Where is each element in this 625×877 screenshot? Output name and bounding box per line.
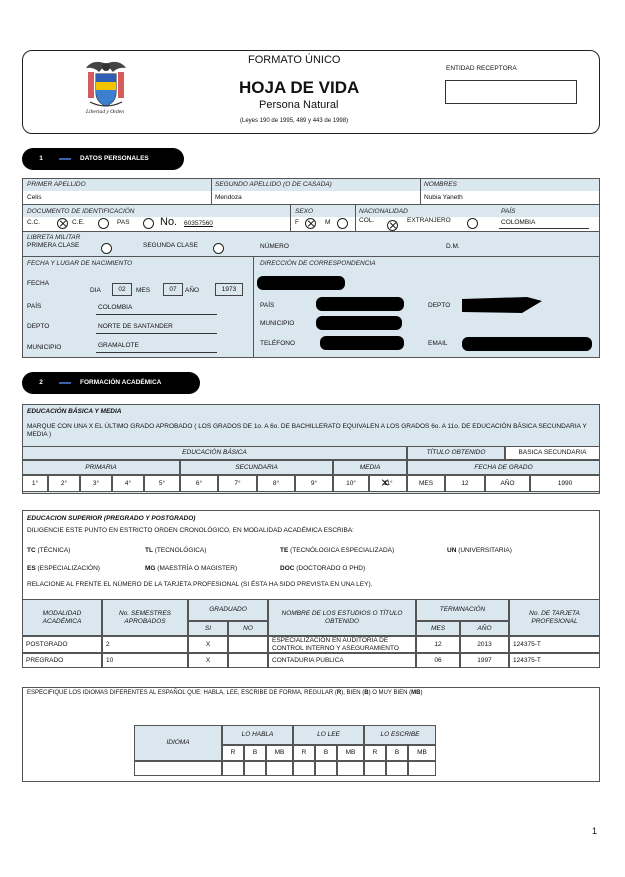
subtitle: Persona Natural (259, 99, 339, 111)
names-label: NOMBRES (424, 181, 457, 188)
military-label: LIBRETA MILITAR (27, 234, 81, 241)
level-cell[interactable] (244, 761, 266, 776)
addr-dept-redacted (462, 297, 542, 313)
military-first-radio[interactable] (101, 243, 112, 254)
row-month[interactable]: 06 (416, 653, 460, 668)
row-semesters[interactable]: 10 (102, 653, 188, 668)
birth-city-label: MUNICIPIO (27, 344, 62, 351)
level-header: R (364, 745, 386, 761)
format-title: FORMATO ÚNICO (248, 54, 341, 66)
nationality-ext-radio[interactable] (467, 218, 478, 229)
graduated-header: GRADUADO (188, 599, 268, 621)
addr-city-redacted (316, 316, 402, 330)
main-title: HOJA DE VIDA (239, 78, 360, 97)
entity-input[interactable] (445, 80, 577, 104)
sex-f-label: F (295, 219, 299, 226)
coat-of-arms-logo (80, 58, 132, 118)
month-label: MES (136, 287, 151, 294)
grade-date-label: FECHA DE GRADO (407, 460, 600, 475)
military-first-label: PRIMERA CLASE (27, 242, 80, 249)
first-surname-label: PRIMER APELLIDO (27, 181, 86, 188)
sex-m-label: M (325, 219, 331, 226)
section-2-connector (59, 382, 71, 384)
title-obtained-value[interactable]: BASICA SECUNDARIA (505, 446, 600, 460)
id-pas-label: PAS (117, 219, 130, 226)
primaria-label: PRIMARIA (22, 460, 180, 475)
row-modality[interactable]: PREGRADO (22, 653, 102, 668)
level-cell[interactable] (386, 761, 408, 776)
level-header: B (244, 745, 266, 761)
grade-cell[interactable]: 1° (22, 475, 48, 492)
day-label: DIA (90, 287, 101, 294)
modality-un: UN (UNIVERSITARIA) (447, 547, 512, 554)
level-header: B (315, 745, 337, 761)
country-label: PAÍS (501, 208, 516, 215)
termination-header: TERMINACIÓN (416, 599, 509, 621)
basic-header: EDUCACIÓN BÁSICA (22, 446, 407, 460)
higher-instructions: DILIGENCIE ESTE PUNTO EN ESTRICTO ORDEN CRONOLÓGICO, EN MODALIDAD ACADÉMICA ESCRIBA: (27, 527, 354, 534)
id-ce-radio[interactable] (98, 218, 109, 229)
military-dm-label: D.M. (446, 243, 460, 250)
second-surname-value[interactable]: Mendoza (215, 194, 242, 201)
military-second-label: SEGUNDA CLASE (143, 242, 198, 249)
level-cell[interactable] (315, 761, 337, 776)
study-name-header: NOMBRE DE LOS ESTUDIOS O TÍTULO OBTENIDO (268, 599, 416, 636)
level-header: R (293, 745, 315, 761)
laws-citation: (Leyes 190 de 1995, 489 y 443 de 1998) (240, 118, 349, 124)
termination-year-header: AÑO (460, 621, 509, 636)
card-header: No. DE TARJETA PROFESIONAL (509, 599, 600, 636)
grade-cell[interactable]: 2° (48, 475, 80, 492)
row-graduated-si[interactable]: X (188, 653, 228, 668)
personal-data-panel (22, 178, 600, 358)
email-redacted (462, 337, 592, 351)
names-value[interactable]: Nubia Yaneth (424, 194, 463, 201)
year-label: AÑO (185, 287, 200, 294)
semesters-header: No. SEMESTRES APROBADOS (102, 599, 188, 636)
birth-city-value[interactable]: GRAMALOTE (98, 342, 139, 349)
section-2-number: 2 (39, 379, 43, 386)
logo-motto: Libertad y Orden (86, 109, 124, 115)
grade-cell[interactable]: 10° (333, 475, 369, 492)
id-document-label: DOCUMENTO DE IDENTIFICACIÓN (27, 208, 135, 215)
birth-dept-label: DEPTO (27, 323, 50, 330)
graduated-no-header: NO (228, 621, 268, 636)
row-graduated-no[interactable] (228, 636, 268, 653)
sex-label: SEXO (295, 208, 314, 215)
row-graduated-no[interactable] (228, 653, 268, 668)
phone-label: TELÉFONO (260, 340, 296, 347)
birth-country-value[interactable]: COLOMBIA (98, 304, 133, 311)
level-cell[interactable] (222, 761, 244, 776)
level-header: R (222, 745, 244, 761)
modality-tl: TL (TECNOLÓGICA) (145, 547, 207, 554)
addr-country-label: PAÍS (260, 302, 275, 309)
termination-month-header: MES (416, 621, 460, 636)
month-value[interactable]: 07 (163, 283, 183, 296)
entity-label: ENTIDAD RECEPTORA (446, 65, 517, 72)
nationality-ext-label: EXTRANJERO (407, 217, 451, 224)
id-cc-label: C.C. (27, 219, 40, 226)
row-year[interactable]: 2013 (460, 636, 509, 653)
modality-header: MODALIDAD ACADÉMICA (22, 599, 102, 636)
grade-month-value[interactable]: 12 (445, 475, 485, 492)
section-1-title: DATOS PERSONALES (80, 155, 149, 162)
level-header: B (386, 745, 408, 761)
lee-header: LO LEE (293, 725, 364, 745)
row-graduated-si[interactable]: X (188, 636, 228, 653)
sex-f-radio[interactable] (305, 218, 316, 229)
birth-label: FECHA Y LUGAR DE NACIMIENTO (27, 260, 133, 267)
second-surname-label: SEGUNDO APELLIDO (O DE CASADA) (215, 181, 332, 188)
basic-instructions: MARQUE CON UNA X EL ÚLTIMO GRADO APROBADO ( LOS GRADOS DE 1o. A 6o. DE BACHILLERATO EQUIVALEN A LOS GRADOS 6o. A 11o. DE EDUCACIÓN BÁSICA SECUNDARIA Y MEDIA ) (27, 423, 587, 438)
title-obtained-label: TÍTULO OBTENIDO (407, 446, 505, 460)
habla-header: LO HABLA (222, 725, 293, 745)
grade-cell[interactable]: 7° (218, 475, 257, 492)
country-value[interactable]: COLOMBIA (501, 219, 536, 226)
modality-te: TE (TECNÓLOGICA ESPECIALIZADA) (280, 547, 395, 554)
military-number-label: NÚMERO (260, 243, 289, 250)
grade-cell[interactable]: 5° (144, 475, 180, 492)
grade-cell[interactable]: 9° (295, 475, 333, 492)
level-cell[interactable] (293, 761, 315, 776)
birth-country-label: PAÍS (27, 303, 42, 310)
id-pas-radio[interactable] (143, 218, 154, 229)
graduated-si-header: SI (188, 621, 228, 636)
address-redacted (257, 276, 345, 290)
grade-cell[interactable]: 6° (180, 475, 218, 492)
row-month[interactable]: 12 (416, 636, 460, 653)
id-number-value[interactable]: 60357560 (184, 220, 213, 227)
media-label: MEDIA (333, 460, 407, 475)
names-row-bg (23, 191, 599, 204)
id-ce-label: C.E. (72, 219, 85, 226)
nationality-col-radio[interactable] (387, 220, 398, 231)
page-number: 1 (592, 826, 598, 836)
addr-city-label: MUNICIPIO (260, 320, 295, 327)
level-header: MB (408, 745, 436, 761)
row-study-name[interactable]: CONTADURIA PUBLICA (268, 653, 416, 668)
grade-cell[interactable]: 3° (80, 475, 112, 492)
higher-education-title: EDUCACION SUPERIOR (PREGRADO Y POSTGRADO) (27, 515, 196, 522)
nationality-label: NACIONALIDAD (359, 208, 408, 215)
row-card[interactable]: 124375-T (509, 636, 600, 653)
phone-redacted (320, 336, 404, 350)
modality-doc: DOC (DOCTORADO O PHD) (280, 565, 366, 572)
grade-cell[interactable]: 4° (112, 475, 144, 492)
row-modality[interactable]: POSTGRADO (22, 636, 102, 653)
grade-month-label: MES (407, 475, 445, 492)
languages-instructions: ESPECIFIQUE LOS IDIOMAS DIFERENTES AL ESPAÑOL QUE: HABLA, LEE, ESCRIBE DE FORMA, REGULAR (R), BIEN (B) O MUY BIEN (MB) (27, 690, 423, 696)
address-label: DIRECCIÓN DE CORRESPONDENCIA (260, 260, 376, 267)
id-no-label: No. (160, 216, 178, 228)
level-cell[interactable] (364, 761, 386, 776)
section-2-tab (22, 372, 200, 394)
sex-m-radio[interactable] (337, 218, 348, 229)
section-1-number: 1 (39, 155, 43, 162)
id-cc-radio[interactable] (57, 218, 68, 229)
year-value[interactable]: 1973 (215, 283, 243, 296)
birth-date-label: FECHA (27, 280, 50, 287)
grade-year-label: AÑO (485, 475, 530, 492)
idioma-header: IDIOMA (134, 725, 222, 761)
row-study-name[interactable]: ESPECIALIZACIÓN EN AUDITORIA DE CONTROL INTERNO Y ASEGURAMIENTO (268, 636, 416, 653)
idioma-cell[interactable] (134, 761, 222, 776)
level-cell[interactable] (266, 761, 293, 776)
first-surname-value[interactable]: Celis (27, 194, 42, 201)
grade-year-value[interactable]: 1990 (530, 475, 600, 492)
addr-dept-label: DEPTO (428, 302, 451, 309)
level-cell[interactable] (408, 761, 436, 776)
day-value[interactable]: 02 (112, 283, 132, 296)
section-1-tab (22, 148, 184, 170)
level-cell[interactable] (337, 761, 364, 776)
section-2-title: FORMACIÓN ACADÉMICA (80, 379, 162, 386)
row-card[interactable]: 124375-T (509, 653, 600, 668)
grade-cell[interactable]: 11° (369, 475, 407, 492)
escribe-header: LO ESCRIBE (364, 725, 436, 745)
military-second-radio[interactable] (213, 243, 224, 254)
row-semesters[interactable]: 2 (102, 636, 188, 653)
addr-country-redacted (316, 297, 404, 311)
nationality-col-label: COL. (359, 217, 375, 224)
modality-mg: MG (MAESTRÍA O MAGISTER) (145, 565, 238, 572)
section-1-connector (59, 158, 71, 160)
modality-es: ES (ESPECIALIZACIÓN) (27, 565, 100, 572)
level-header: MB (337, 745, 364, 761)
modality-tc: TC (TÉCNICA) (27, 547, 71, 554)
selected-grade-mark (380, 478, 391, 489)
row-year[interactable]: 1997 (460, 653, 509, 668)
card-note: RELACIONE AL FRENTE EL NÚMERO DE LA TARJETA PROFESIONAL (SI ÉSTA HA SIDO PREVISTA EN UNA LEY). (27, 581, 373, 588)
secundaria-label: SECUNDARIA (180, 460, 333, 475)
birth-dept-value[interactable]: NORTE DE SANTANDER (98, 323, 173, 330)
grade-cell[interactable]: 8° (257, 475, 295, 492)
basic-education-title: EDUCACIÓN BÁSICA Y MEDIA (27, 408, 122, 415)
email-label: EMAIL (428, 340, 448, 347)
level-header: MB (266, 745, 293, 761)
